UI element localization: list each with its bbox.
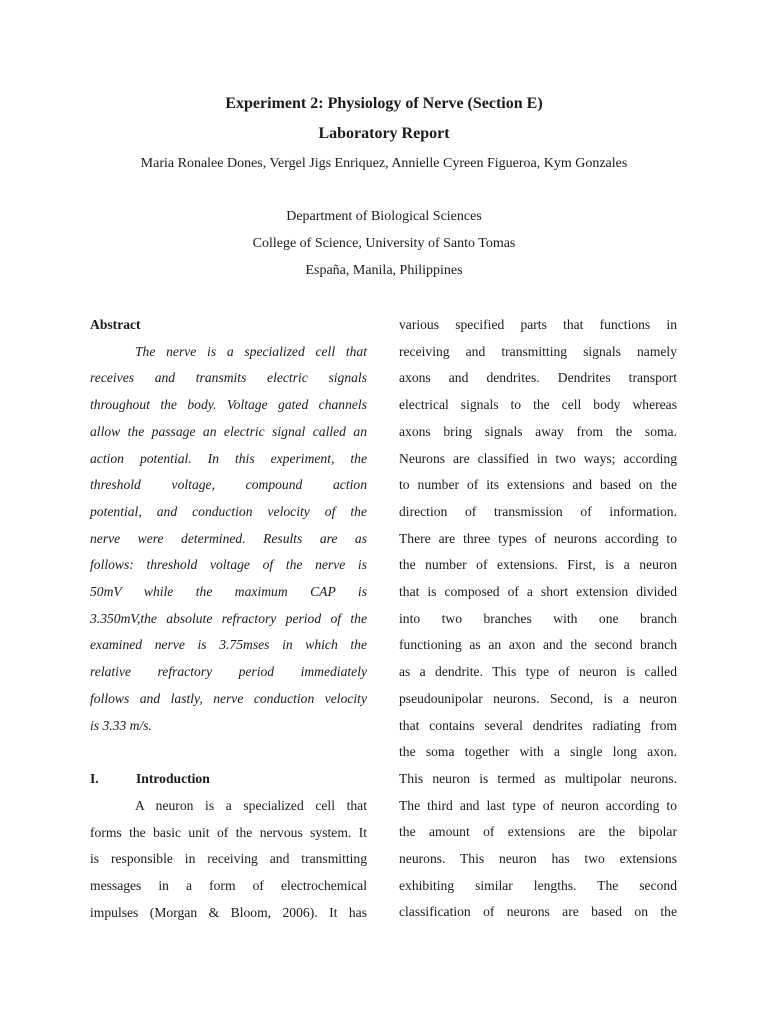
intro-line: receiving and transmitting signals namely <box>399 343 677 359</box>
abstract-line: nerve were determined. Results are as <box>90 530 367 546</box>
intro-line: classification of neurons are based on the <box>399 904 677 920</box>
intro-line: various specified parts that functions in <box>399 317 677 332</box>
intro-line: to number of its extensions and based on the <box>399 477 677 493</box>
intro-line: pseudounipolar neurons. Second, is a neuron <box>399 690 677 706</box>
intro-line: as a dendrite. This type of neuron is called <box>399 664 677 680</box>
intro-line: the number of extensions. First, is a neuron <box>399 557 677 573</box>
intro-line: electrical signals to the cell body whereas <box>399 397 677 413</box>
left-column <box>90 312 367 926</box>
abstract-line: allow the passage an electric signal called an <box>90 423 367 439</box>
right-column <box>399 312 677 926</box>
affiliation-college: College of Science, University of Santo Tomas <box>252 236 516 251</box>
abstract-line: examined nerve is 3.75mses in which the <box>90 637 367 653</box>
intro-line: the soma together with a single long axon. <box>399 744 677 760</box>
section-title: Introduction <box>136 771 210 787</box>
intro-line: This neuron is termed as multipolar neurons. <box>399 770 677 786</box>
affiliation-department: Department of Biological Sciences <box>286 209 482 224</box>
abstract-line: receives and transmits electric signals <box>90 370 367 386</box>
intro-line: axons bring signals away from the soma. <box>399 423 677 439</box>
intro-line: exhibiting similar lengths. The second <box>399 877 677 893</box>
abstract-line: 3.350mV,the absolute refractory period of the <box>90 610 367 626</box>
report-subtitle: Laboratory Report <box>318 125 450 142</box>
report-title: Experiment 2: Physiology of Nerve (Section E) <box>225 95 543 112</box>
intro-line: the amount of extensions are the bipolar <box>399 824 677 840</box>
abstract-line: The nerve is a specialized cell that <box>135 343 367 359</box>
intro-line: is responsible in receiving and transmitting <box>90 851 367 867</box>
abstract-line: action potential. In this experiment, the <box>90 450 367 466</box>
intro-line: neurons. This neuron has two extensions <box>399 851 677 867</box>
intro-line: that is composed of a short extension divided <box>399 584 677 600</box>
intro-line: There are three types of neurons according to <box>399 530 677 546</box>
intro-line: direction of transmission of information. <box>399 503 677 519</box>
abstract-line: potential, and conduction velocity of the <box>90 503 367 519</box>
author-list: Maria Ronalee Dones, Vergel Jigs Enriquez, Annielle Cyreen Figueroa, Kym Gonzales <box>140 156 628 171</box>
intro-line: that contains several dendrites radiating from <box>399 717 677 733</box>
intro-line: into two branches with one branch <box>399 610 677 626</box>
abstract-line: is 3.33 m/s. <box>90 717 152 733</box>
abstract-line: throughout the body. Voltage gated channels <box>90 397 367 413</box>
intro-line: forms the basic unit of the nervous system. It <box>90 824 367 840</box>
intro-line: Neurons are classified in two ways; according <box>399 450 677 466</box>
section-number: I. <box>90 771 99 787</box>
abstract-line: 50mV while the maximum CAP is <box>90 584 367 600</box>
abstract-line: relative refractory period immediately <box>90 664 367 680</box>
introduction-heading <box>90 766 367 793</box>
affiliation-location: España, Manila, Philippines <box>305 263 463 278</box>
abstract-line: threshold voltage, compound action <box>90 477 367 493</box>
intro-line: impulses (Morgan & Bloom, 2006). It has <box>90 904 367 920</box>
abstract-heading: Abstract <box>90 317 141 332</box>
intro-line: axons and dendrites. Dendrites transport <box>399 370 677 386</box>
abstract-line: follows: threshold voltage of the nerve is <box>90 557 367 573</box>
intro-line: A neuron is a specialized cell that <box>135 797 367 813</box>
intro-line: The third and last type of neuron according to <box>399 797 677 813</box>
intro-line: functioning as an axon and the second branch <box>399 637 677 653</box>
abstract-line: follows and lastly, nerve conduction velocity <box>90 690 367 706</box>
intro-line: messages in a form of electrochemical <box>90 878 367 894</box>
